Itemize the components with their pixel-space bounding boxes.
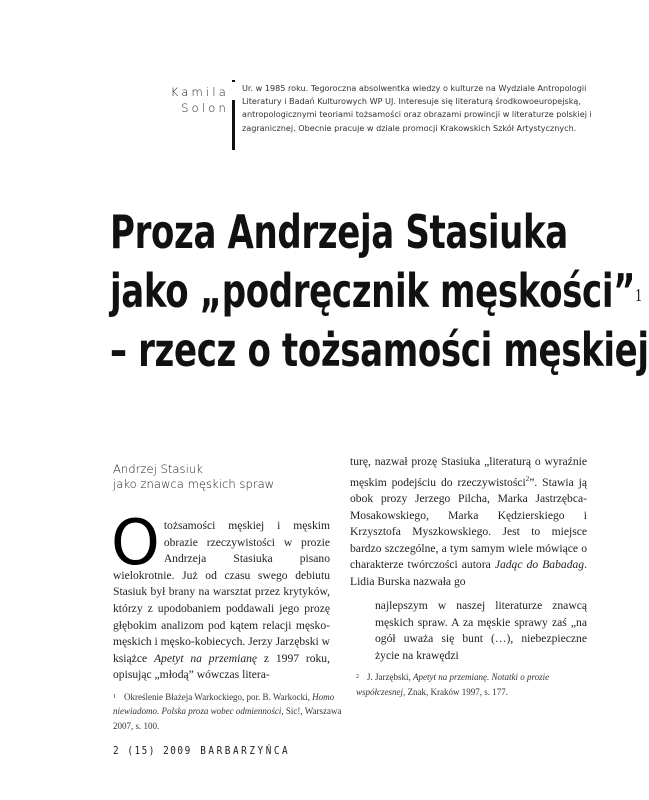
title-line-1: Proza Andrzeja Stasiuka	[110, 205, 568, 259]
subhead-line-2: jako znawca męskich spraw	[113, 477, 275, 491]
footnote-text-end: , Sic!, Warszawa 2007, s. 100.	[113, 706, 342, 731]
author-first-name: Kamila	[170, 85, 229, 99]
paragraph-text: tożsamości męskiej i męskim obrazie rzeczywistości w prozie Andrzeja Stasiuka pisano wielokrotnie. Już od czasu swego debiutu Stasiuk był brany na warsztat przez krytyków, którzy z upodobaniem poddawali jego prozę głębokim analizom pod kątem relacji męsko-męskich i męsko-kobiecych. Jerzy Jarzębski w książce	[113, 519, 330, 665]
footnote-ref[interactable]: 2	[525, 474, 530, 483]
paragraph-text-end: z 1997 roku, opisując „młodą” wówczas litera-	[113, 651, 330, 682]
drop-cap: O	[111, 506, 160, 579]
footnote-text: Określenie Błażeja Warkockiego, por. B. Warkocki,	[124, 691, 313, 702]
block-quote: najlepszym w naszej literaturze znawcą męskich spraw. A za męskie sprawy zaś „na ogół uważa się bunt (…), niebezpieczne życie na krawędzi	[375, 599, 587, 662]
title-line-3: – rzecz o tożsamości męskiej	[110, 323, 649, 377]
page-footer	[113, 744, 290, 757]
paragraph-text-end: . Lidia Burska nazwała go	[350, 558, 587, 589]
footnote-1	[113, 690, 343, 734]
footnote-text: J. Jarzębski,	[367, 672, 413, 683]
divider-bar	[232, 100, 235, 150]
paragraph-text-2: ”. Stawia ją obok prozy Jerzego Pilcha, Marka Jastrzębca-Mosakowskiego, Marka Kędzierskiego i Krzysztofa Myszkowskiego. Jest to miejsce bardzo szczególne, a tym samym wiele mówiące o charakterze twórczości autora	[350, 475, 588, 572]
paragraph	[111, 506, 330, 684]
footnote-text-end: , Znak, Kraków 1997, s. 177.	[403, 686, 508, 697]
magazine-name: BARBARZYŃCA	[200, 744, 291, 757]
footnote-italic: Homo niewiadomo. Polska proza wobec odmienności	[113, 691, 335, 717]
body-column-left	[111, 506, 330, 684]
footnote-2	[356, 670, 586, 699]
book-title: Jadąc do Babadag	[494, 558, 585, 572]
title-footnote-ref[interactable]: 1	[635, 285, 642, 305]
issue-number: 2 (15) 2009	[113, 744, 192, 757]
subhead-line-1: Andrzej Stasiuk	[113, 462, 203, 476]
divider-tick	[232, 80, 235, 82]
author-bio: Ur. w 1985 roku. Tegoroczna absolwentka wiedzy o kulturze na Wydziale Antropologii Literatury i Badań Kulturowych WP UJ. Interesuje się literaturą środkowoeuropejską, antropologicznymi teoriami tożsamości oraz obrazami prowincji w literaturze polskiej i zagranicznej. Obecnie pracuje w dziale promocji Krakowskich Szkół Artystycznych.	[242, 83, 592, 133]
body-column-right	[350, 454, 587, 591]
author-name	[171, 84, 229, 116]
footnote-number: 2	[356, 674, 359, 681]
book-title: Apetyt na przemianę	[153, 651, 258, 665]
footnote-italic: Apetyt na przemianę. Notatki o prozie współczesnej	[356, 672, 550, 697]
title-line-2-text: jako „podręcznik męskości”	[110, 264, 636, 318]
paragraph-text: turę, nazwał prozę Stasiuka „literaturą o wyraźnie męskim podejściu do rzeczywistości	[350, 455, 587, 489]
article-title	[110, 203, 649, 380]
author-last-name: Solon	[181, 101, 229, 115]
section-subheading	[113, 462, 274, 492]
footnote-number: 1	[113, 693, 116, 700]
paragraph	[350, 454, 587, 591]
title-line-2	[110, 262, 642, 321]
